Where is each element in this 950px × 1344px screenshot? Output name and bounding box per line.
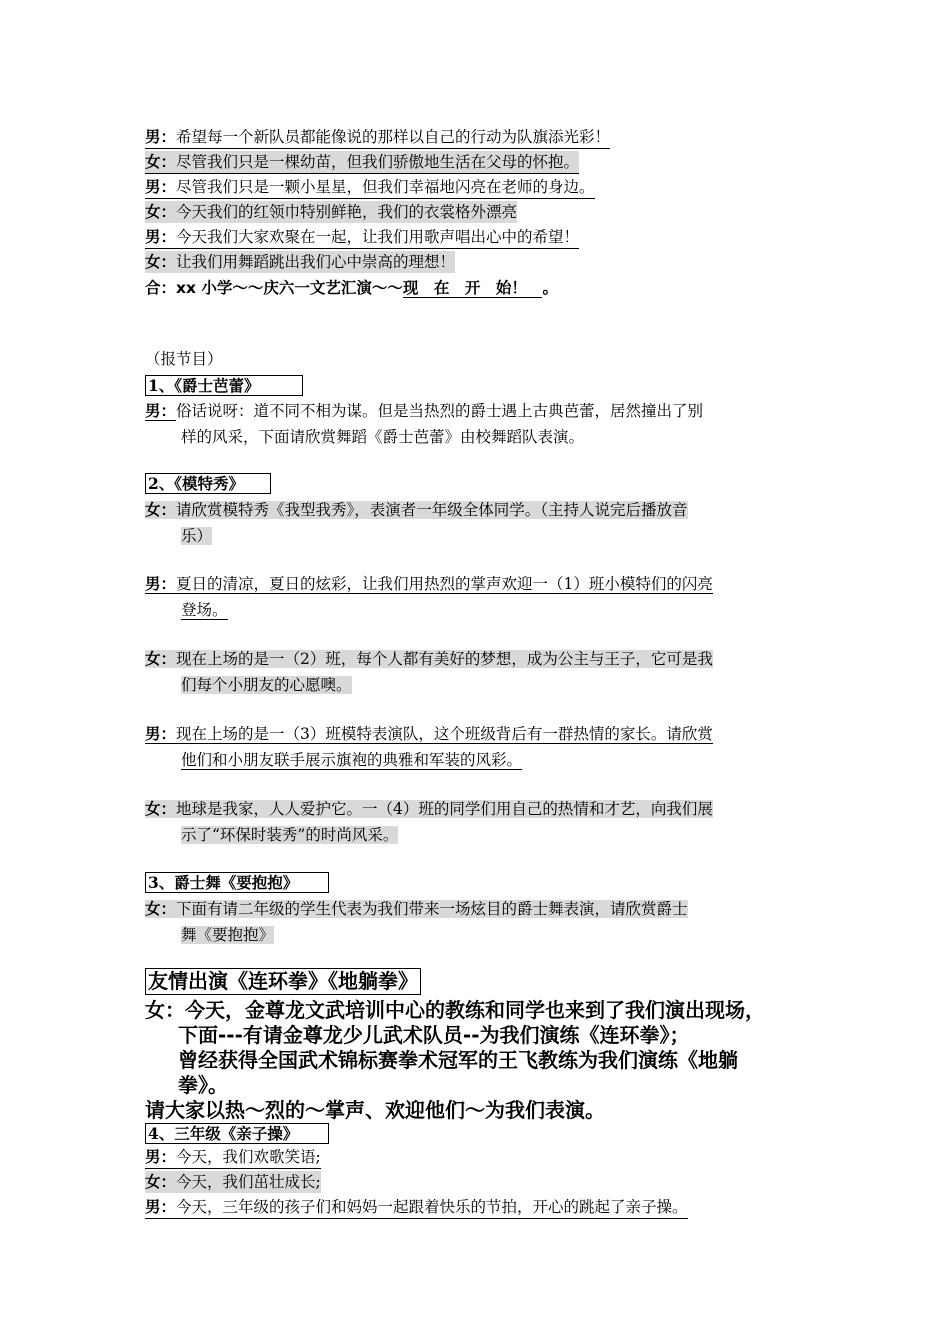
program-paragraph: [145, 497, 810, 549]
line-text: 今天我们大家欢聚在一起，让我们用歌声唱出心中的希望！: [176, 228, 580, 246]
program-paragraph: [145, 646, 810, 698]
guest-line: [145, 998, 765, 1023]
line-text: 乐）: [181, 527, 213, 545]
start-announcement: 现 在 开 始！: [402, 279, 543, 297]
line-text: 样的风采，下面请欣赏舞蹈《爵士芭蕾》由校舞蹈队表演。: [181, 428, 585, 446]
line-text: 请欣赏模特秀《我型我秀》，表演者一年级全体同学。（主持人说完后播放音: [176, 501, 688, 519]
announce-heading: （报节目）: [145, 350, 223, 368]
line-text: 现在上场的是一（2）班，每个人都有美好的梦想，成为公主与王子，它可是我: [176, 650, 713, 668]
script-line-male: [145, 1146, 321, 1169]
speaker-label: 男：: [145, 1147, 177, 1166]
speaker-label: 女：: [145, 998, 185, 1022]
line-text: 尽管我们只是一颗小星星，但我们幸福地闪亮在老师的身边。: [176, 178, 595, 196]
program-paragraph: [145, 721, 810, 773]
program-title: 3、爵士舞《要抱抱》: [145, 872, 329, 893]
line-text: 夏日的清凉，夏日的炫彩，让我们用热烈的掌声欢迎一（1）班小模特们的闪亮: [176, 575, 713, 593]
script-line-male: [145, 226, 579, 249]
line-text: 他们和小朋友联手展示旗袍的典雅和军装的风彩。: [181, 751, 523, 769]
program-paragraph: [145, 896, 810, 948]
line-text: 们每个小朋友的心愿噢。: [181, 676, 352, 694]
speaker-label: 女：: [145, 799, 177, 818]
program-paragraph: [145, 398, 810, 450]
guest-line: 下面---有请金尊龙少儿武术队员--为我们演练《连环拳》；: [178, 1023, 690, 1047]
speaker-label: 男：: [145, 177, 177, 196]
script-line-together: [145, 277, 558, 299]
speaker-label: 男：: [145, 1197, 177, 1216]
line-text: xx 小学～～庆六一文艺汇演～～: [176, 279, 403, 297]
speaker-label: 男：: [145, 724, 177, 743]
speaker-label: 男：: [145, 574, 177, 593]
script-line-female: [145, 151, 579, 174]
line-text: 今天，我们欢歌笑语;: [176, 1148, 321, 1166]
speaker-label: 女：: [145, 500, 177, 519]
script-line-female: [145, 1171, 321, 1193]
line-text: 今天，金尊龙文武培训中心的教练和同学也来到了我们演出现场，: [185, 998, 765, 1022]
line-text: 舞《要抱抱》: [181, 926, 275, 944]
speaker-label: 女：: [145, 649, 177, 668]
speaker-label: 男：: [145, 227, 177, 246]
guest-line: 请大家以热～烈的～掌声、欢迎他们～为我们表演。: [145, 1098, 605, 1122]
line-text: 让我们用舞蹈跳出我们心中崇高的理想！: [176, 253, 456, 271]
line-text: 俗话说呀：道不同不相为谋。但是当热烈的爵士遇上古典芭蕾，居然撞出了别: [176, 402, 704, 420]
script-line-male: [145, 126, 610, 149]
script-line-female: [145, 201, 517, 223]
program-title: 4、三年级《亲子操》: [145, 1123, 329, 1144]
program-paragraph: [145, 571, 810, 623]
speaker-label: 男：: [145, 127, 177, 146]
line-text: 示了“环保时装秀”的时尚风采。: [181, 826, 399, 844]
line-text: 今天，三年级的孩子们和妈妈一起跟着快乐的节拍，开心的跳起了亲子操。: [176, 1198, 688, 1216]
line-text: 现在上场的是一（3）班模特表演队，这个班级背后有一群热情的家长。请欣赏: [176, 725, 713, 743]
program-title: 1、《爵士芭蕾》: [145, 375, 303, 396]
line-text: 希望每一个新队员都能像说的那样以自己的行动为队旗添光彩！: [176, 128, 611, 146]
line-text: 今天，我们茁壮成长;: [176, 1173, 321, 1191]
speaker-label: 合：: [145, 279, 177, 297]
guest-title: 友情出演《连环拳》《地躺拳》: [145, 968, 421, 995]
speaker-label: 女：: [145, 152, 177, 171]
line-text: 今天我们的红领巾特别鲜艳，我们的衣裳格外漂亮: [176, 203, 518, 221]
guest-line: 拳》。: [178, 1073, 228, 1097]
line-text: 尽管我们只是一棵幼苗，但我们骄傲地生活在父母的怀抱。: [176, 153, 580, 171]
line-text: 登场。: [181, 601, 228, 619]
speaker-label: 男：: [145, 401, 177, 420]
program-title: 2、《模特秀》: [145, 473, 271, 494]
speaker-label: 女：: [145, 899, 177, 918]
speaker-label: 女：: [145, 202, 177, 221]
guest-line: 曾经获得全国武术锦标赛拳术冠军的王飞教练为我们演练《地躺: [178, 1048, 738, 1072]
speaker-label: 女：: [145, 252, 177, 271]
program-paragraph: [145, 796, 810, 848]
script-line-female: [145, 251, 455, 273]
script-line-male: [145, 1196, 688, 1219]
line-text: 下面有请二年级的学生代表为我们带来一场炫目的爵士舞表演，请欣赏爵士: [176, 900, 688, 918]
script-line-male: [145, 176, 595, 199]
speaker-label: 女：: [145, 1172, 177, 1191]
line-end: 。: [542, 279, 558, 297]
line-text: 地球是我家，人人爱护它。一（4）班的同学们用自己的热情和才艺，向我们展: [176, 800, 713, 818]
